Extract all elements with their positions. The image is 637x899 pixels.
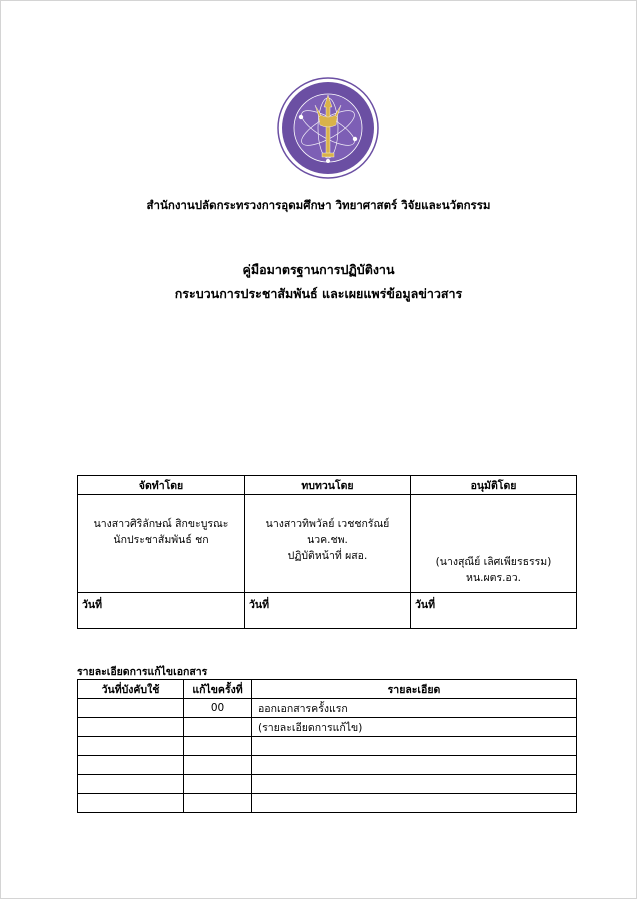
ministry-seal-icon	[277, 77, 379, 179]
header-details: รายละเอียด	[252, 680, 577, 699]
revision-detail-cell	[252, 737, 577, 756]
header-reviewed-by: ทบทวนโดย	[245, 476, 411, 495]
table-row	[78, 794, 577, 813]
effective-date-cell	[78, 737, 184, 756]
approval-table	[77, 475, 577, 629]
effective-date-cell	[78, 699, 184, 718]
header-prepared-by: จัดทำโดย	[78, 476, 245, 495]
revision-number-cell	[184, 737, 252, 756]
revision-detail-cell: (รายละเอียดการแก้ไข)	[252, 718, 577, 737]
preparer-position: นักประชาสัมพันธ์ ชก	[113, 534, 209, 546]
approver-position: หน.ผตร.อว.	[466, 572, 521, 584]
revision-section-label: รายละเอียดการแก้ไขเอกสาร	[77, 666, 208, 678]
reviewed-date-cell: วันที่	[245, 593, 411, 629]
document-title: คู่มือมาตรฐานการปฏิบัติงาน	[242, 262, 395, 277]
preparer-name: นางสาวศิริลักษณ์ สิกขะบูรณะ	[93, 518, 229, 530]
prepared-by-cell	[78, 495, 245, 593]
effective-date-cell	[78, 756, 184, 775]
reviewer-acting-position: ปฏิบัติหน้าที่ ผสอ.	[287, 550, 368, 562]
document-subtitle: กระบวนการประชาสัมพันธ์ และเผยแพร่ข้อมูลข่าวสาร	[174, 286, 463, 301]
revision-number-cell	[184, 794, 252, 813]
header-revision-number: แก้ไขครั้งที่	[184, 680, 252, 699]
revision-number-cell	[184, 775, 252, 794]
effective-date-cell	[78, 718, 184, 737]
prepared-date-cell: วันที่	[78, 593, 245, 629]
approved-by-cell	[411, 495, 577, 593]
approver-name: (นางสุณีย์ เลิศเพียรธรรม)	[435, 556, 552, 568]
table-row	[78, 737, 577, 756]
revision-number-cell: 00	[184, 699, 252, 718]
reviewed-by-cell	[245, 495, 411, 593]
revision-number-cell	[184, 718, 252, 737]
revision-detail-cell	[252, 775, 577, 794]
header-approved-by: อนุมัติโดย	[411, 476, 577, 495]
header-effective-date: วันที่บังคับใช้	[78, 680, 184, 699]
revision-detail-cell	[252, 756, 577, 775]
reviewer-name: นางสาวทิพวัลย์ เวชชกรัณย์	[265, 518, 390, 530]
organization-name: สำนักงานปลัดกระทรวงการอุดมศึกษา วิทยาศาสตร์ วิจัยและนวัตกรรม	[146, 198, 491, 212]
table-row	[78, 718, 577, 737]
approved-date-cell: วันที่	[411, 593, 577, 629]
table-row	[78, 699, 577, 718]
revision-detail-cell	[252, 794, 577, 813]
effective-date-cell	[78, 775, 184, 794]
revision-detail-cell: ออกเอกสารครั้งแรก	[252, 699, 577, 718]
effective-date-cell	[78, 794, 184, 813]
revision-number-cell	[184, 756, 252, 775]
table-row	[78, 775, 577, 794]
table-row	[78, 756, 577, 775]
revision-table	[77, 679, 577, 813]
reviewer-position: นวค.ชพ.	[307, 534, 348, 546]
